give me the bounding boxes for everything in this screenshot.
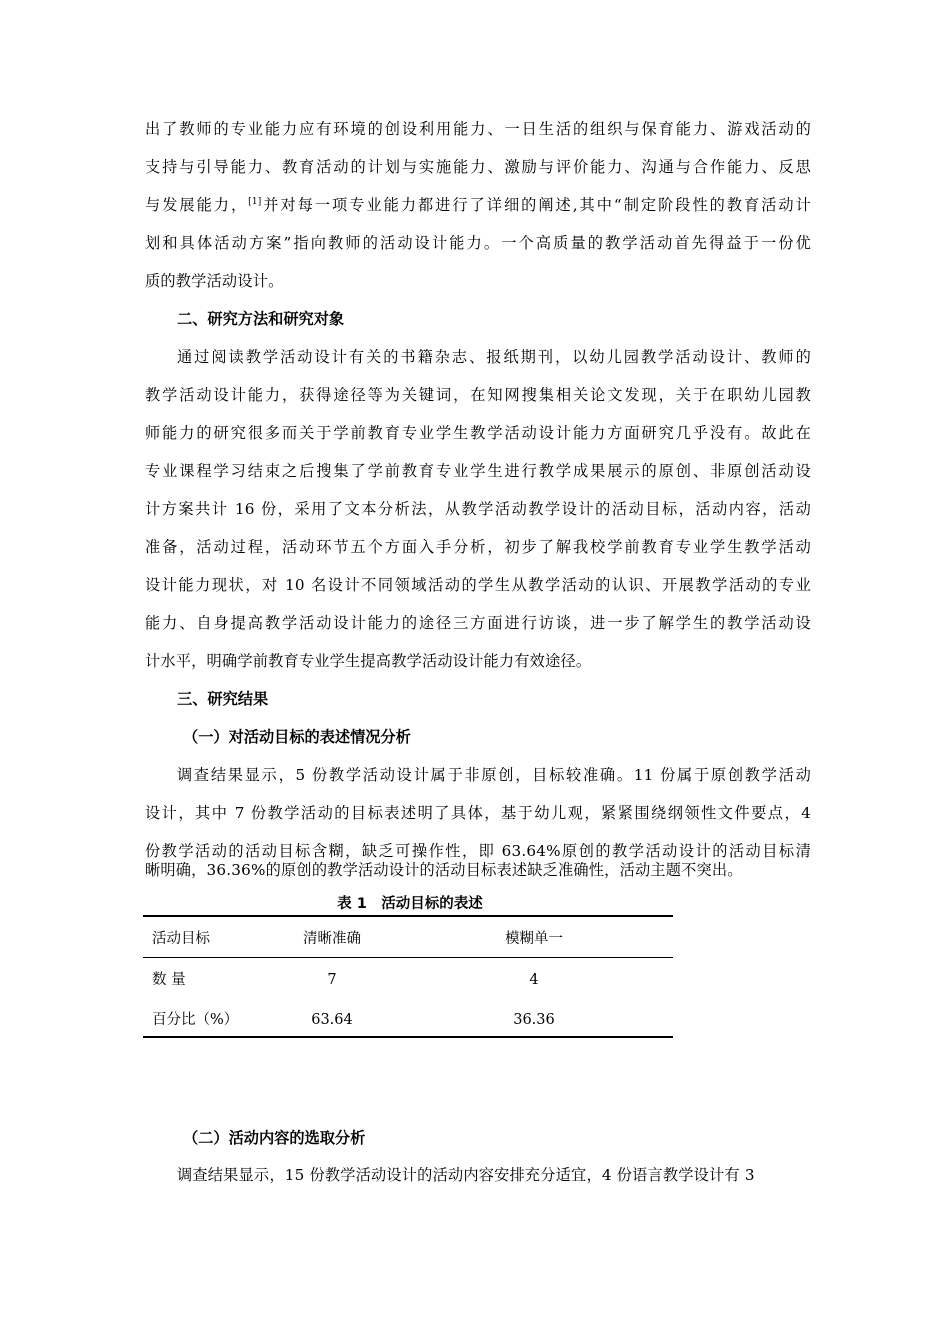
body-text-line: 调查结果显示，15 份教学活动设计的活动内容安排充分适宜，4 份语言教学设计有 3 (177, 1166, 755, 1184)
citation-ref[interactable]: [1] (248, 197, 262, 207)
body-text-line: 能力、自身提高教学活动设计能力的途径三方面进行访谈，进一步了解学生的教学活动设 (145, 614, 811, 632)
table-header-cell: 清晰准确 (303, 931, 361, 947)
table-cell: 百分比（%） (152, 1012, 239, 1028)
body-text-line: 质的教学活动设计。 (145, 272, 284, 290)
table-bottom-rule (143, 1036, 673, 1038)
body-text-line: 调查结果显示，5 份教学活动设计属于非原创，目标较准确。11 份属于原创教学活动 (177, 766, 811, 784)
body-text-fragment: 与发展能力， (145, 196, 249, 214)
table-cell: 63.64 (311, 1012, 353, 1028)
subsection-heading: （二）活动内容的选取分析 (183, 1129, 366, 1147)
section-heading: 二、研究方法和研究对象 (177, 310, 345, 328)
body-text-line: 份教学活动的活动目标含糊，缺乏可操作性，即 63.64%原创的教学活动设计的活动目标清 (145, 842, 811, 860)
body-text-line: 出了教师的专业能力应有环境的创设利用能力、一日生活的组织与保育能力、游戏活动的 (145, 120, 811, 138)
body-text-line: 教学活动设计能力，获得途径等为关键词，在知网搜集相关论文发现，关于在职幼儿园教 (145, 386, 811, 404)
body-text-line: 师能力的研究很多而关于学前教育专业学生教学活动设计能力方面研究几乎没有。故此在 (145, 424, 811, 442)
body-text-line: 通过阅读教学活动设计有关的书籍杂志、报纸期刊，以幼儿园教学活动设计、教师的 (177, 348, 811, 366)
table-caption: 表 1 活动目标的表述 (337, 896, 483, 912)
body-text-line: 计水平，明确学前教育专业学生提高教学活动设计能力有效途径。 (145, 652, 592, 670)
body-text-line: 划和具体活动方案”指向教师的活动设计能力。一个高质量的教学活动首先得益于一份优 (145, 234, 811, 252)
body-text-fragment: 并对每一项专业能力都进行了详细的阐述,其中“制定阶段性的教育活动计 (261, 196, 811, 214)
section-heading: 三、研究结果 (177, 690, 269, 708)
subsection-heading: （一）对活动目标的表述情况分析 (183, 728, 411, 746)
table-header-cell: 模糊单一 (505, 931, 563, 947)
table-header-rule (143, 957, 673, 958)
table-cell: 4 (529, 972, 539, 988)
body-text-line: 支持与引导能力、教育活动的计划与实施能力、激励与评价能力、沟通与合作能力、反思 (145, 158, 811, 176)
table-top-rule (143, 915, 673, 917)
table-header-cell: 活动目标 (152, 931, 210, 947)
body-text-line: 设计能力现状，对 10 名设计不同领域活动的学生从教学活动的认识、开展教学活动的专业 (145, 576, 811, 594)
body-text-line: 设计，其中 7 份教学活动的目标表述明了具体，基于幼儿观，紧紧围绕纲领性文件要点，4 (145, 804, 811, 822)
body-text-line: 晰明确，36.36%的原创的教学活动设计的活动目标表述缺乏准确性，活动主题不突出。 (145, 861, 743, 879)
table-cell: 7 (327, 972, 337, 988)
body-text-line-with-citation (145, 195, 811, 215)
body-text-line: 专业课程学习结束之后搜集了学前教育专业学生进行教学成果展示的原创、非原创活动设 (145, 462, 811, 480)
body-text-line: 计方案共计 16 份，采用了文本分析法，从教学活动教学设计的活动目标，活动内容，活动 (145, 500, 811, 518)
table-cell: 数 量 (152, 972, 186, 988)
table-cell: 36.36 (513, 1012, 555, 1028)
body-text-line: 准备，活动过程，活动环节五个方面入手分析，初步了解我校学前教育专业学生教学活动 (145, 538, 811, 556)
